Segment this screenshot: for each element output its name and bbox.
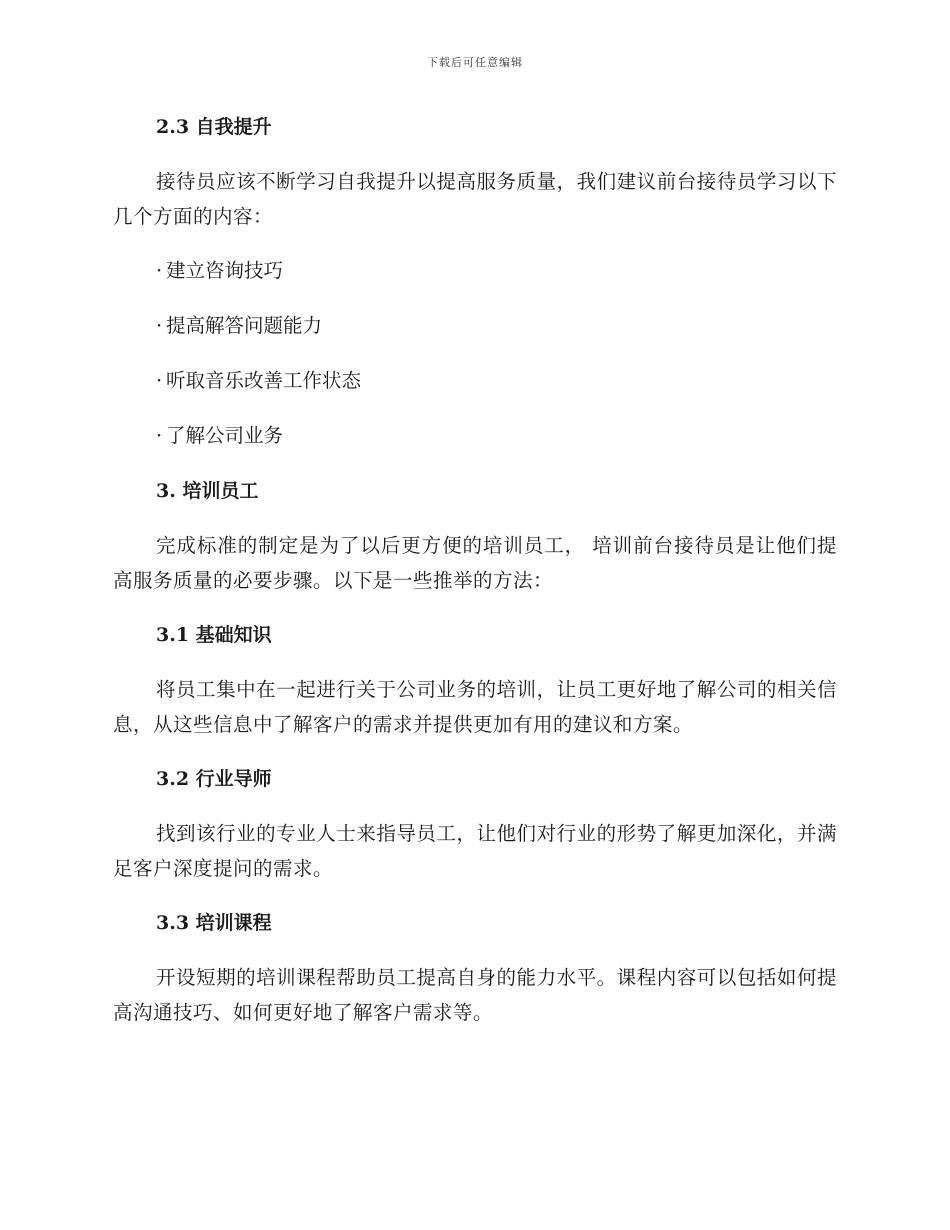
section-paragraph-3-2: 找到该行业的专业人士来指导员工，让他们对行业的形势了解更加深化，并满足客户深度提问的需求。 — [113, 822, 837, 880]
document-body — [113, 110, 837, 1050]
bullet-dot-icon: · — [156, 369, 163, 392]
bullet-dot-icon: · — [156, 259, 163, 282]
list-item — [113, 309, 837, 343]
list-item — [113, 254, 837, 288]
list-item-text: 听取音乐改善工作状态 — [166, 369, 362, 392]
list-item — [113, 364, 837, 398]
bullet-dot-icon: · — [156, 424, 163, 447]
section-heading-3-3: 3.3 培训课程 — [156, 912, 272, 934]
section-paragraph-3-3: 开设短期的培训课程帮助员工提高自身的能力水平。课程内容可以包括如何提高沟通技巧、如何更好地了解客户需求等。 — [113, 966, 837, 1024]
section-paragraph-3: 完成标准的制定是为了以后更方便的培训员工， 培训前台接待员是让他们提高服务质量的必要步骤。以下是一些推举的方法： — [113, 534, 837, 592]
list-item-text: 提高解答问题能力 — [166, 314, 323, 337]
bullet-dot-icon: · — [156, 314, 163, 337]
list-item-text: 了解公司业务 — [166, 424, 284, 447]
section-paragraph-3-1: 将员工集中在一起进行关于公司业务的培训，让员工更好地了解公司的相关信息，从这些信息中了解客户的需求并提供更加有用的建议和方案。 — [113, 678, 837, 736]
section-paragraph-2-3: 接待员应该不断学习自我提升以提高服务质量，我们建议前台接待员学习以下几个方面的内容： — [113, 170, 837, 228]
section-heading-2-3: 2.3 自我提升 — [156, 116, 272, 138]
section-heading-3: 3. 培训员工 — [156, 480, 259, 502]
section-heading-3-1: 3.1 基础知识 — [156, 624, 272, 646]
list-item — [113, 419, 837, 453]
bullet-list — [113, 254, 837, 453]
page-header-note: 下载后可任意编辑 — [427, 56, 523, 69]
list-item-text: 建立咨询技巧 — [166, 259, 284, 282]
section-heading-3-2: 3.2 行业导师 — [156, 768, 272, 790]
